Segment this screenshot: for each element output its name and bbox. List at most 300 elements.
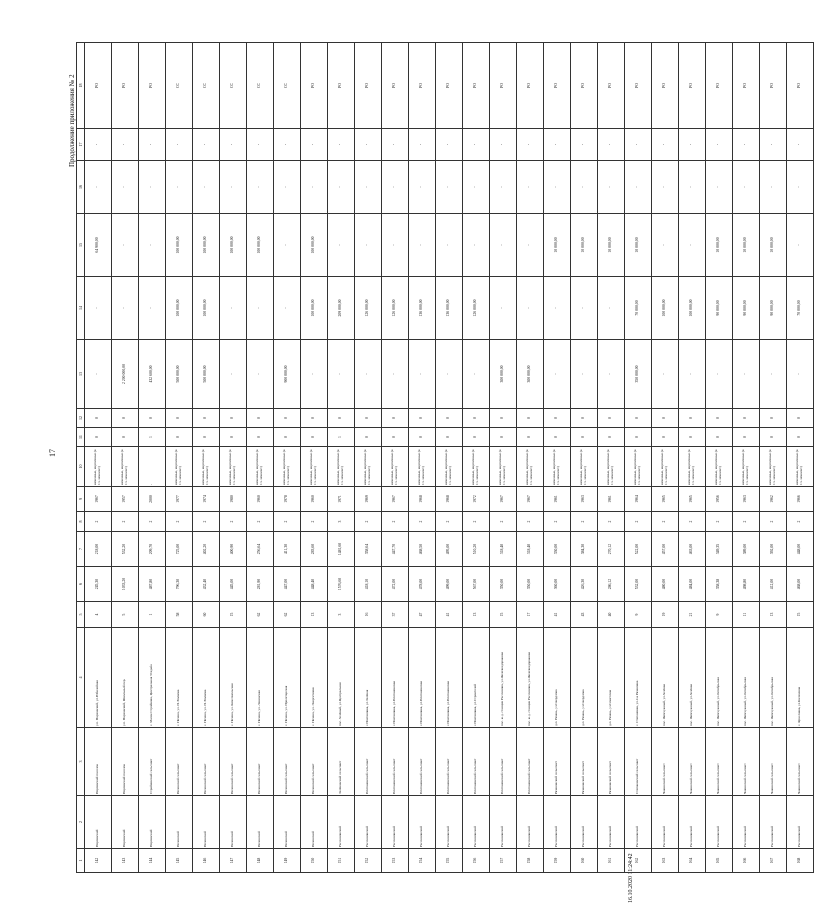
- table-cell: 360,00: [544, 567, 571, 602]
- table-cell: 158: [517, 849, 544, 873]
- table-cell: 350,00: [517, 567, 544, 602]
- table-row: [355, 43, 382, 873]
- table-cell: -: [328, 161, 355, 214]
- table-cell: РО: [652, 43, 679, 129]
- column-header: 8: [77, 512, 85, 532]
- table-cell: 0: [274, 409, 301, 428]
- table-cell: 1968: [436, 487, 463, 512]
- table-cell: 167: [760, 849, 787, 873]
- table-cell: 15: [220, 602, 247, 628]
- table-cell: 10 000,00: [760, 214, 787, 277]
- table-cell: 1972: [463, 487, 490, 512]
- table-cell: -: [85, 161, 112, 214]
- table-cell: Печенский: [247, 796, 274, 849]
- table-row: [517, 43, 544, 873]
- table-cell: у.п. Порховский, Школьный пер.: [112, 628, 139, 728]
- table-cell: -: [328, 214, 355, 277]
- table-cell: -: [787, 161, 814, 214]
- table-cell: -: [598, 277, 625, 340]
- table-cell: 0: [220, 428, 247, 447]
- table-cell: 300 000,00: [517, 340, 544, 409]
- table-cell: каменные, кирпичные (в т.ч. монолит): [220, 447, 247, 487]
- table-cell: -: [571, 277, 598, 340]
- table-cell: 60: [193, 602, 220, 628]
- table-cell: Чакинский сельсовет: [706, 728, 733, 796]
- table-cell: 2: [193, 512, 220, 532]
- table-cell: 350 000,00: [625, 340, 652, 409]
- table-cell: -: [463, 129, 490, 161]
- table-cell: 330,00: [544, 532, 571, 567]
- table-cell: 448,00: [787, 532, 814, 567]
- table-cell: Печенский сельсовет: [166, 728, 193, 796]
- table-cell: Печенский сельсовет: [274, 728, 301, 796]
- table-cell: РО: [382, 43, 409, 129]
- table-cell: 0: [598, 428, 625, 447]
- table-cell: 1481,60: [328, 532, 355, 567]
- table-cell: 136 000,00: [409, 277, 436, 340]
- table-cell: 463,00: [679, 532, 706, 567]
- table-cell: 0: [436, 409, 463, 428]
- table-cell: 159: [544, 849, 571, 873]
- table-cell: с.Платоновка, ул.Платоновская: [409, 628, 436, 728]
- table-cell: каменные, кирпичные (в т.ч. монолит): [517, 447, 544, 487]
- table-cell: РО: [301, 43, 328, 129]
- appendix-caption: Продолжение приложения № 2: [68, 74, 76, 167]
- table-cell: 495,00: [436, 532, 463, 567]
- table-cell: 0: [571, 428, 598, 447]
- table-cell: 15: [490, 602, 517, 628]
- table-row: [652, 43, 679, 873]
- table-cell: -: [625, 161, 652, 214]
- table-cell: -: [760, 129, 787, 161]
- table-cell: Степановский сельсовет: [625, 728, 652, 796]
- table-cell: Печенский: [274, 796, 301, 849]
- table-cell: 0: [166, 409, 193, 428]
- table-cell: -: [598, 161, 625, 214]
- table-row: [193, 43, 220, 873]
- table-cell: 0: [193, 409, 220, 428]
- table-cell: -: [679, 129, 706, 161]
- table-cell: 100 000,00: [301, 277, 328, 340]
- table-cell: -: [598, 340, 625, 409]
- table-cell: 100 000,00: [247, 214, 274, 277]
- table-cell: 1967: [382, 487, 409, 512]
- table-cell: 0: [112, 428, 139, 447]
- table-cell: 0: [490, 409, 517, 428]
- table-cell: 402,20: [193, 532, 220, 567]
- table-cell: 10 000,00: [571, 214, 598, 277]
- table-cell: с. Степановка, ул.2-я Рязановка: [625, 628, 652, 728]
- table-cell: 2: [85, 512, 112, 532]
- table-cell: 472,00: [382, 567, 409, 602]
- table-cell: 1980: [220, 487, 247, 512]
- table-cell: 281,90: [247, 567, 274, 602]
- table-cell: 10 000,00: [598, 214, 625, 277]
- table-cell: -: [517, 161, 544, 214]
- table-cell: 154: [409, 849, 436, 873]
- table-cell: 2000: [139, 487, 166, 512]
- table-cell: Рассказовский: [760, 796, 787, 849]
- table-row: [409, 43, 436, 873]
- table-cell: 318,40: [490, 532, 517, 567]
- table-cell: 0: [625, 409, 652, 428]
- table-cell: Порховский: [112, 796, 139, 849]
- table-cell: 21: [679, 602, 706, 628]
- table-cell: -: [85, 277, 112, 340]
- column-header: 16: [77, 161, 85, 214]
- table-cell: 0: [301, 428, 328, 447]
- table-cell: каменные, кирпичные (в т.ч. монолит): [436, 447, 463, 487]
- table-cell: -: [490, 277, 517, 340]
- table-cell: 0: [571, 409, 598, 428]
- table-cell: 2: [436, 512, 463, 532]
- table-cell: -: [571, 129, 598, 161]
- column-header: 17: [77, 129, 85, 161]
- table-cell: 150: [301, 849, 328, 873]
- table-cell: -: [139, 447, 166, 487]
- table-cell: 2: [409, 512, 436, 532]
- table-cell: 157: [490, 849, 517, 873]
- table-cell: 432 600,00: [139, 340, 166, 409]
- table-cell: -: [760, 161, 787, 214]
- table-cell: 90 000,00: [760, 277, 787, 340]
- table-cell: 100 000,00: [166, 277, 193, 340]
- table-cell: 725,00: [166, 532, 193, 567]
- table-cell: Печенский: [301, 796, 328, 849]
- table-cell: -: [166, 129, 193, 161]
- table-row: [166, 43, 193, 873]
- table-cell: пос. Жемчужный, ул.Октябрьская: [760, 628, 787, 728]
- table-cell: 1967: [490, 487, 517, 512]
- table-cell: пос. Зелёный, ул.Центральная: [328, 628, 355, 728]
- table-cell: 389,00: [733, 532, 760, 567]
- table-cell: 392,00: [760, 532, 787, 567]
- table-cell: каменные, кирпичные (в т.ч. монолит): [85, 447, 112, 487]
- column-header: 13: [77, 340, 85, 409]
- table-row: [733, 43, 760, 873]
- table-cell: СС: [193, 43, 220, 129]
- table-cell: пос. Жемчужный, ул.Зелёная: [679, 628, 706, 728]
- table-cell: 40: [598, 602, 625, 628]
- table-cell: -: [733, 161, 760, 214]
- table-cell: 0: [625, 428, 652, 447]
- table-cell: д.п. Рязань, ул.Свердлова: [544, 628, 571, 728]
- table-cell: Печенский сельсовет: [301, 728, 328, 796]
- table-cell: СС: [220, 43, 247, 129]
- table-cell: 2: [355, 512, 382, 532]
- table-cell: 15: [787, 602, 814, 628]
- table-cell: 10 000,00: [733, 214, 760, 277]
- table-row: [571, 43, 598, 873]
- table-cell: 1978: [274, 487, 301, 512]
- table-cell: 1: [328, 428, 355, 447]
- table-cell: 165: [706, 849, 733, 873]
- table-cell: Рассказовский: [328, 796, 355, 849]
- table-cell: -: [247, 129, 274, 161]
- table-cell: каменные, кирпичные (в т.ч. монолит): [247, 447, 274, 487]
- table-cell: РО: [733, 43, 760, 129]
- table-cell: -: [166, 161, 193, 214]
- table-cell: Зелёновский сельсовет: [328, 728, 355, 796]
- table-cell: 412,00: [760, 567, 787, 602]
- table-cell: РО: [706, 43, 733, 129]
- table-cell: 0: [382, 409, 409, 428]
- column-header: 3: [77, 728, 85, 796]
- table-cell: 0: [760, 428, 787, 447]
- table-cell: 16: [355, 602, 382, 628]
- table-cell: 146: [193, 849, 220, 873]
- table-cell: 2: [301, 512, 328, 532]
- table-cell: -: [112, 161, 139, 214]
- table-cell: 11: [733, 602, 760, 628]
- table-cell: 0: [517, 428, 544, 447]
- table-cell: Порховский: [139, 796, 166, 849]
- table-cell: -: [787, 214, 814, 277]
- table-cell: Рассказовский: [355, 796, 382, 849]
- table-cell: 2: [139, 512, 166, 532]
- table-cell: 3: [328, 512, 355, 532]
- table-cell: с.Платоновка, ул.Платоновская: [436, 628, 463, 728]
- table-cell: Рассказовский: [490, 796, 517, 849]
- table-cell: 0: [355, 428, 382, 447]
- table-cell: 300 000,00: [490, 340, 517, 409]
- table-cell: -: [706, 340, 733, 409]
- table-cell: каменные, кирпичные (в т.ч. монолит): [166, 447, 193, 487]
- column-header: 18: [77, 43, 85, 129]
- table-cell: Рассказовский: [436, 796, 463, 849]
- table-cell: с. Печено, ул. Пролетарская: [274, 628, 301, 728]
- table-cell: -: [220, 340, 247, 409]
- table-cell: 0: [382, 428, 409, 447]
- table-cell: 448,40: [301, 567, 328, 602]
- table-cell: 100 000,00: [193, 277, 220, 340]
- table-cell: 1033,20: [112, 567, 139, 602]
- table-cell: -: [301, 340, 328, 409]
- table-cell: 426,30: [571, 567, 598, 602]
- table-cell: 2: [652, 512, 679, 532]
- table-cell: Рассказовский: [409, 796, 436, 849]
- table-cell: Платоновский сельсовет: [517, 728, 544, 796]
- table-cell: Порховский поселок: [85, 728, 112, 796]
- table-cell: -: [652, 214, 679, 277]
- table-cell: 0: [247, 409, 274, 428]
- table-cell: 153: [382, 849, 409, 873]
- table-cell: РО: [328, 43, 355, 129]
- table-cell: 0: [139, 409, 166, 428]
- table-cell: 10 000,00: [544, 214, 571, 277]
- table-cell: 136 000,00: [436, 277, 463, 340]
- table-cell: Платоновский сельсовет: [355, 728, 382, 796]
- table-cell: -: [760, 340, 787, 409]
- table-cell: -: [409, 340, 436, 409]
- table-row: [139, 43, 166, 873]
- table-cell: Рязановский сельсовет: [598, 728, 625, 796]
- table-cell: 2 200 000,00: [112, 340, 139, 409]
- table-cell: 64 900,00: [85, 214, 112, 277]
- column-header-row: [77, 43, 85, 873]
- table-cell: Чакинский сельсовет: [679, 728, 706, 796]
- table-cell: 900 000,00: [274, 340, 301, 409]
- table-cell: -: [436, 214, 463, 277]
- table-cell: -: [220, 277, 247, 340]
- table-cell: -: [409, 214, 436, 277]
- table-cell: -: [652, 340, 679, 409]
- table-cell: 245,30: [85, 567, 112, 602]
- table-cell: -: [544, 129, 571, 161]
- table-row: [328, 43, 355, 873]
- table-cell: 2: [247, 512, 274, 532]
- table-cell: -: [382, 214, 409, 277]
- table-cell: 100 000,00: [220, 214, 247, 277]
- table-cell: с. Печено, ул. Энергетиков: [301, 628, 328, 728]
- table-cell: -: [733, 340, 760, 409]
- table-cell: -: [139, 161, 166, 214]
- table-row: [301, 43, 328, 873]
- table-cell: 9: [625, 602, 652, 628]
- table-cell: Рассказовский: [625, 796, 652, 849]
- table-cell: 256,64: [247, 532, 274, 567]
- column-header: 15: [77, 214, 85, 277]
- table-row: [274, 43, 301, 873]
- table-cell: Платоновский сельсовет: [382, 728, 409, 796]
- table-cell: Рассказовский: [571, 796, 598, 849]
- table-cell: -: [544, 161, 571, 214]
- table-cell: 0: [85, 409, 112, 428]
- table-cell: 166: [733, 849, 760, 873]
- table-cell: с. Печено, ул. Н. Волкова: [166, 628, 193, 728]
- table-cell: 0: [490, 428, 517, 447]
- table-cell: 0: [760, 409, 787, 428]
- table-cell: 0: [409, 428, 436, 447]
- table-cell: РО: [517, 43, 544, 129]
- table-cell: Рассказовский: [544, 796, 571, 849]
- table-cell: РО: [598, 43, 625, 129]
- table-cell: 2: [625, 512, 652, 532]
- table-cell: с.Платоновка, ул.Платоновская: [382, 628, 409, 728]
- table-cell: 149: [274, 849, 301, 873]
- table-cell: 2: [760, 512, 787, 532]
- table-cell: 0: [787, 428, 814, 447]
- table-cell: 500 000,00: [166, 340, 193, 409]
- table-cell: Печенский: [166, 796, 193, 849]
- table-cell: Платоновский сельсовет: [463, 728, 490, 796]
- table-cell: 468,50: [409, 532, 436, 567]
- column-header: 7: [77, 532, 85, 567]
- table-cell: 498,80: [733, 567, 760, 602]
- table-cell: 0: [463, 428, 490, 447]
- table-cell: д.п. Рязань, ул.Свердлова: [571, 628, 598, 728]
- table-cell: -: [679, 161, 706, 214]
- table-cell: -: [274, 129, 301, 161]
- table-cell: пос. Жемчужный, ул.Октябрьская: [706, 628, 733, 728]
- table-cell: Рассказовский: [679, 796, 706, 849]
- table-cell: -: [382, 340, 409, 409]
- table-cell: РО: [490, 43, 517, 129]
- table-cell: 2: [733, 512, 760, 532]
- table-cell: 100 000,00: [166, 214, 193, 277]
- table-cell: -: [193, 129, 220, 161]
- table-cell: Рязановский сельсовет: [544, 728, 571, 796]
- table-cell: СС: [166, 43, 193, 129]
- table-cell: 0: [598, 409, 625, 428]
- table-cell: 1962: [760, 487, 787, 512]
- table-cell: каменные, кирпичные (в т.ч. монолит): [679, 447, 706, 487]
- column-header: 5: [77, 602, 85, 628]
- table-cell: каменные, кирпичные (в т.ч. монолит): [112, 447, 139, 487]
- table-cell: 1974: [193, 487, 220, 512]
- table-cell: каменные, кирпичные (в т.ч. монолит): [382, 447, 409, 487]
- table-cell: РО: [787, 43, 814, 129]
- table-cell: 0: [652, 409, 679, 428]
- table-cell: -: [85, 129, 112, 161]
- table-cell: -: [706, 161, 733, 214]
- table-cell: 0: [544, 409, 571, 428]
- table-cell: 2: [679, 512, 706, 532]
- table-cell: 209 000,00: [328, 277, 355, 340]
- table-cell: 1965: [679, 487, 706, 512]
- table-cell: Платоновский сельсовет: [490, 728, 517, 796]
- table-cell: -: [112, 214, 139, 277]
- table-cell: 100 000,00: [679, 277, 706, 340]
- table-cell: 1957: [112, 487, 139, 512]
- table-cell: каменные, кирпичные (в т.ч. монолит): [760, 447, 787, 487]
- table-cell: 161: [598, 849, 625, 873]
- table-cell: 1961: [544, 487, 571, 512]
- table-cell: 147: [220, 849, 247, 873]
- table-row: [706, 43, 733, 873]
- table-cell: 1967: [85, 487, 112, 512]
- table-cell: д.п. Рязань, ул.Советская: [598, 628, 625, 728]
- table-cell: Рязановский сельсовет: [571, 728, 598, 796]
- table-cell: 164: [679, 849, 706, 873]
- table-cell: 100 000,00: [301, 214, 328, 277]
- table-cell: -: [328, 129, 355, 161]
- table-cell: 350,00: [490, 567, 517, 602]
- table-cell: с. Печено, ул. Н. Волкова: [193, 628, 220, 728]
- table-cell: Рассказовский: [706, 796, 733, 849]
- table-cell: -: [679, 340, 706, 409]
- table-cell: 1967: [517, 487, 544, 512]
- table-cell: 168: [787, 849, 814, 873]
- table-cell: 90 000,00: [733, 277, 760, 340]
- table-cell: 384,30: [571, 532, 598, 567]
- table-row: [598, 43, 625, 873]
- table-cell: Порховский: [85, 796, 112, 849]
- table-cell: 58: [166, 602, 193, 628]
- table-cell: РО: [571, 43, 598, 129]
- table-cell: 0: [517, 409, 544, 428]
- table-cell: 126 000,00: [463, 277, 490, 340]
- table-cell: 0: [463, 409, 490, 428]
- table-cell: 41: [436, 602, 463, 628]
- table-cell: 286,12: [598, 567, 625, 602]
- table-row: [112, 43, 139, 873]
- column-header: 4: [77, 628, 85, 728]
- table-cell: -: [274, 277, 301, 340]
- table-cell: РО: [112, 43, 139, 129]
- table-cell: 142: [85, 849, 112, 873]
- table-cell: 2: [463, 512, 490, 532]
- table-cell: РО: [625, 43, 652, 129]
- table-cell: 468,00: [787, 567, 814, 602]
- table-cell: 0: [220, 409, 247, 428]
- table-cell: -: [463, 161, 490, 214]
- table-cell: -: [355, 129, 382, 161]
- table-cell: 0: [85, 428, 112, 447]
- table-cell: 126 000,00: [382, 277, 409, 340]
- table-cell: -: [193, 161, 220, 214]
- table-cell: -: [625, 129, 652, 161]
